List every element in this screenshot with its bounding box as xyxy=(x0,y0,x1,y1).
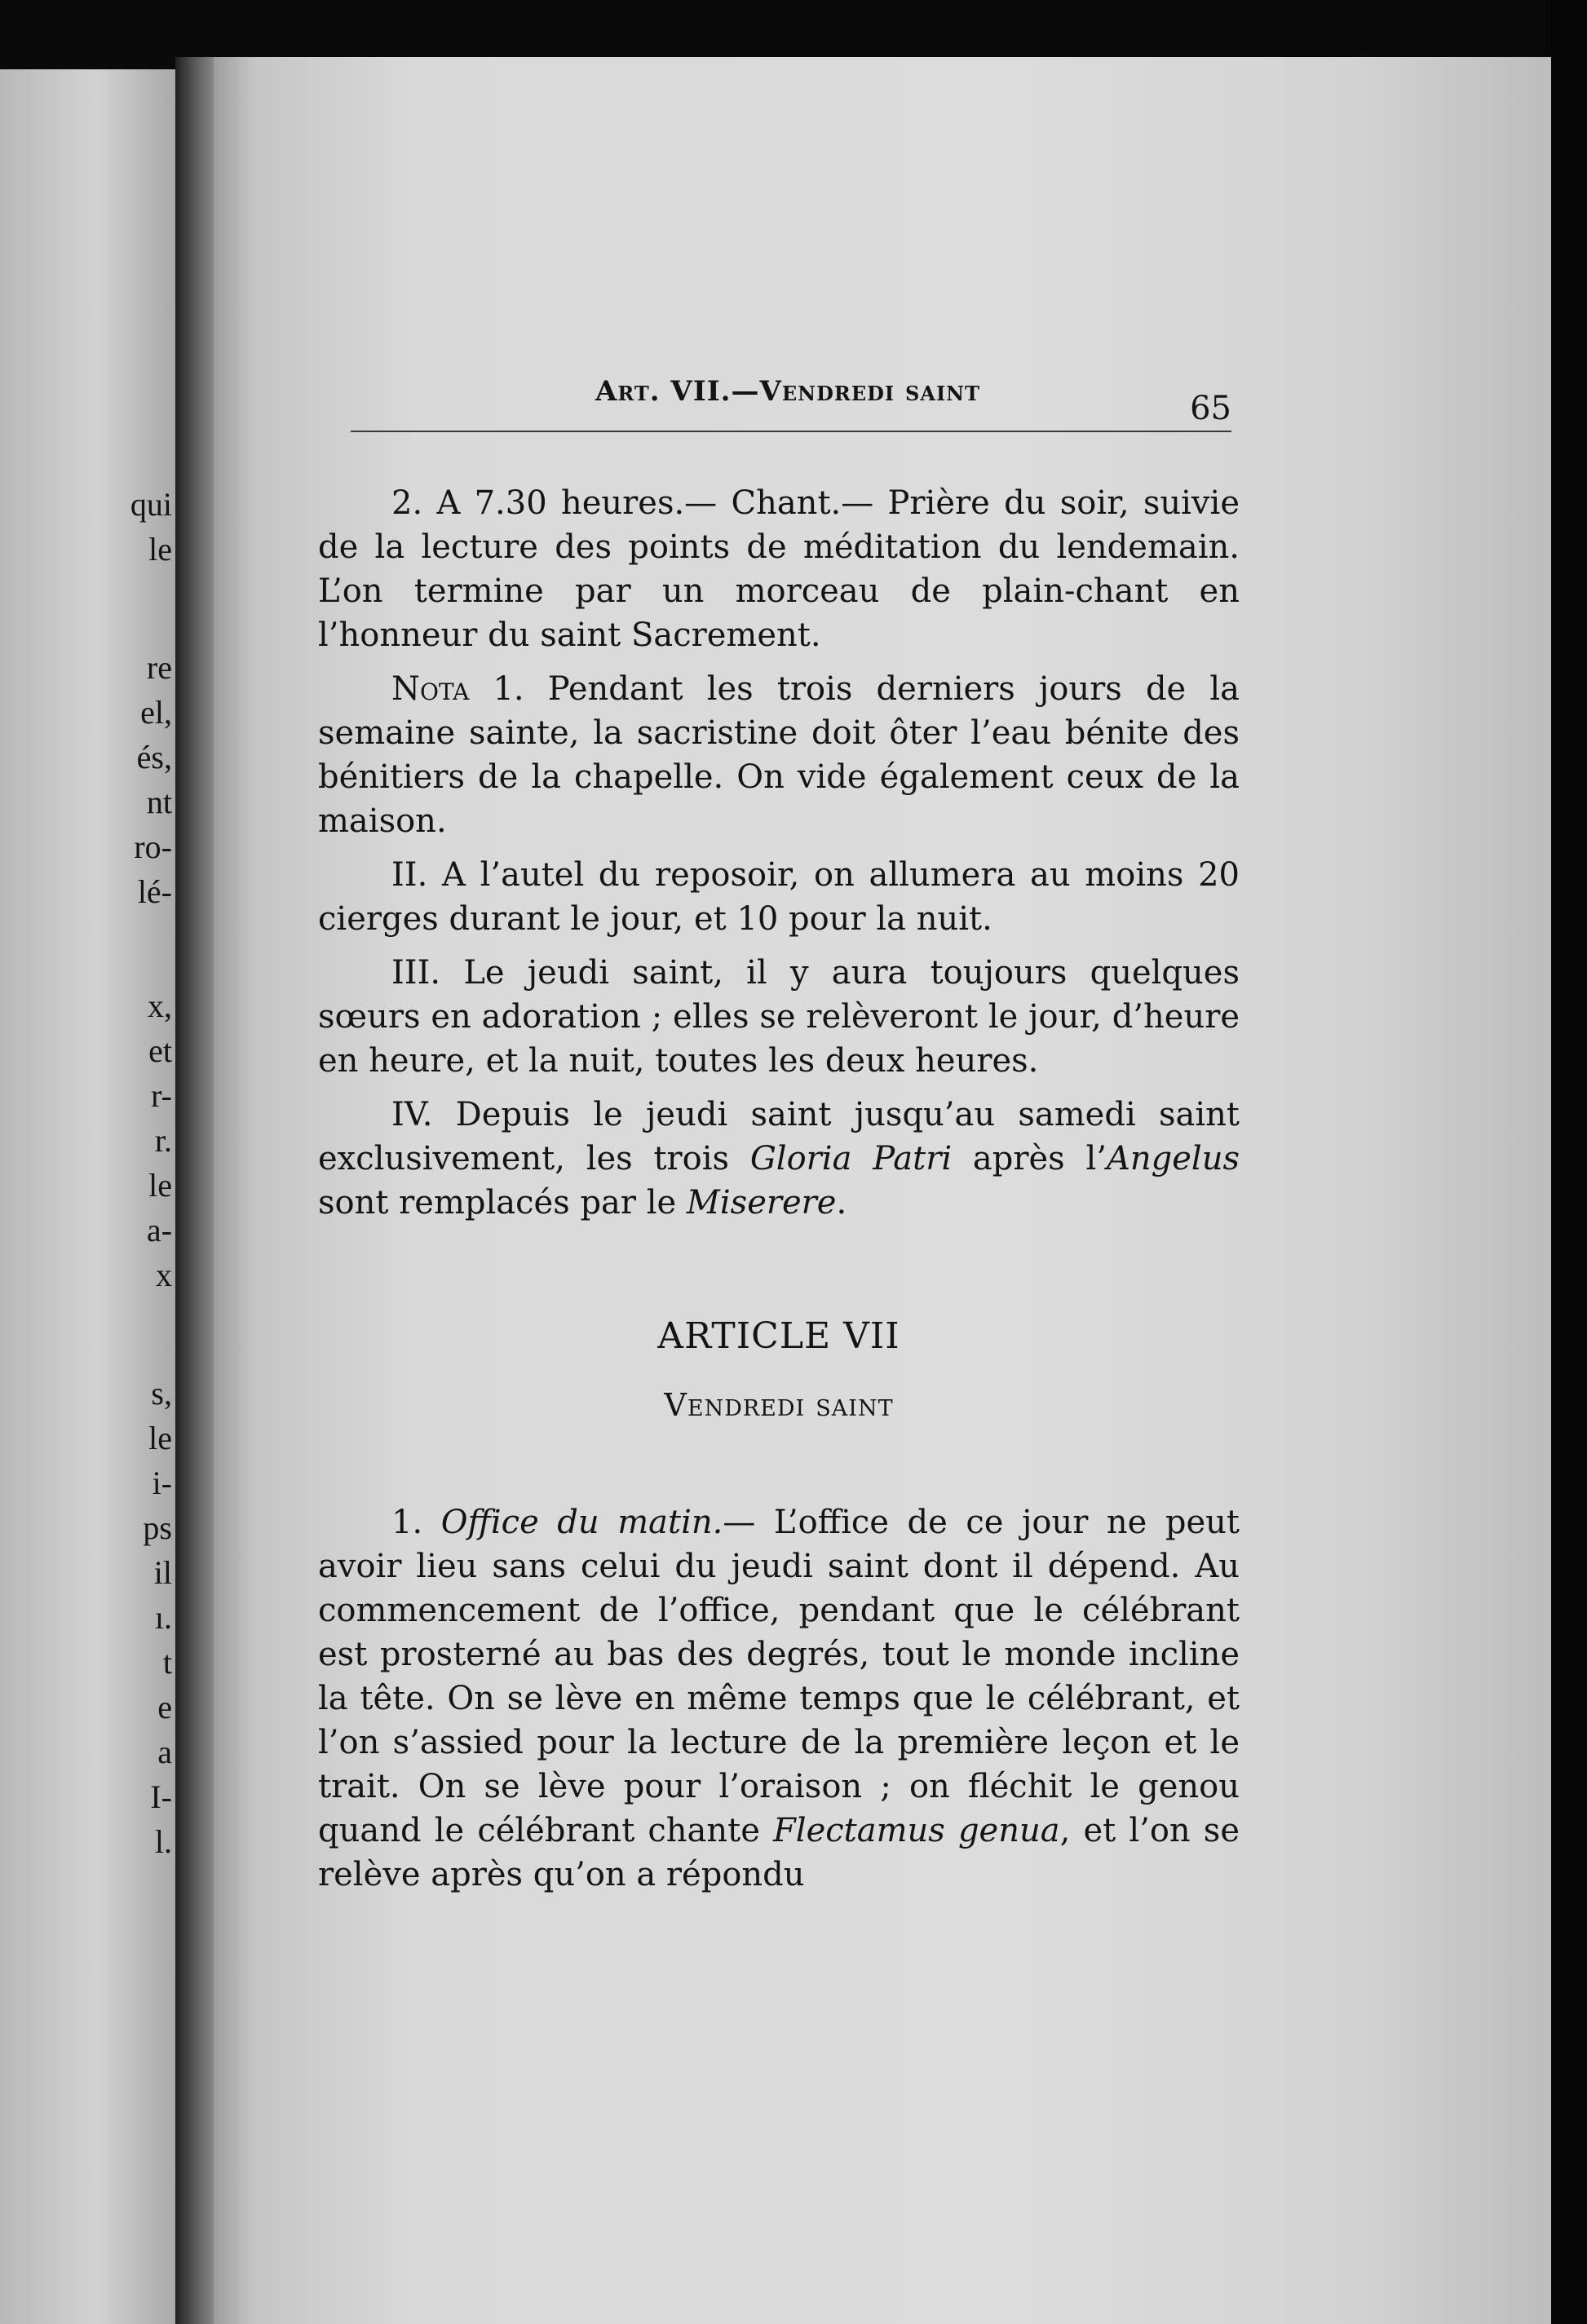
facing-line: a- xyxy=(146,1212,172,1248)
facing-line: ro- xyxy=(134,828,172,865)
facing-line: le xyxy=(148,1420,172,1456)
flectamus-genua: Flectamus genua xyxy=(773,1812,1060,1849)
facing-line: t xyxy=(162,1644,172,1681)
facing-line: s, xyxy=(151,1375,172,1412)
facing-line: qui xyxy=(130,486,172,523)
nota-4-text-c: sont remplacés par le xyxy=(318,1184,687,1222)
facing-line: re xyxy=(146,649,172,686)
gloria-patri: Gloria Patri xyxy=(749,1140,953,1177)
facing-line: ı. xyxy=(154,1599,172,1636)
page-number: 65 xyxy=(1190,390,1231,427)
facing-line: e xyxy=(157,1689,172,1725)
facing-line: l. xyxy=(154,1823,172,1860)
facing-line: és, xyxy=(136,739,172,775)
facing-line: le xyxy=(148,531,172,568)
nota-4-text-a: IV. Depuis le jeudi saint jusqu’au samedi saint exclusivement, les trois xyxy=(318,1096,1240,1177)
office-text-b: , et l’on se relève après qu’on a répondu xyxy=(318,1812,1240,1893)
facing-line: el, xyxy=(140,694,172,731)
office-text-a: — L’office de ce jour ne peut avoir lieu sans celui du jeudi saint dont il dépend. Au commencement de l’office, pendant que le célébrant est prosterné au bas des degrés, tout le monde incline la tête. On se lève en même temps que le célébrant, et l’on s’assied pour la lecture de la première leçon et le trait. On se lève pour l’oraison ; on fléchit le genou quand le célébrant chante xyxy=(318,1504,1240,1849)
section-heading: ARTICLE VII xyxy=(657,1315,900,1357)
facing-page-fragment xyxy=(0,69,175,2324)
facing-line: I- xyxy=(150,1778,172,1815)
facing-line: r- xyxy=(151,1077,172,1114)
scanner-top-band xyxy=(0,0,1587,57)
facing-line: nt xyxy=(146,784,172,820)
facing-line: lé- xyxy=(137,873,172,910)
facing-line: i- xyxy=(152,1465,172,1501)
office-title: Office du matin. xyxy=(440,1504,723,1541)
paragraph-nota-3: III. Le jeudi saint, il y aura toujours quelques sœurs en adoration ; elles se relèveront le jour, d’heure en heure, et la nuit, toutes les deux heures. xyxy=(318,954,1240,1080)
facing-line: il xyxy=(153,1554,172,1591)
scanner-right-edge xyxy=(1551,0,1587,2324)
paragraph-office-du-matin xyxy=(318,1500,1240,1897)
angelus: Angelus xyxy=(1106,1140,1240,1177)
book-gutter xyxy=(175,57,216,2324)
body-text xyxy=(318,481,1240,1906)
miserere: Miserere xyxy=(686,1184,837,1222)
paragraph-nota-1 xyxy=(318,667,1240,843)
section-subheading: Vendredi saint xyxy=(664,1387,894,1423)
facing-line: a xyxy=(157,1734,172,1770)
nota-label: Nota xyxy=(391,670,470,708)
facing-line: r. xyxy=(154,1122,172,1159)
facing-line: le xyxy=(148,1167,172,1204)
running-head-title: Art. VII.—Vendredi saint xyxy=(595,375,980,408)
running-head xyxy=(318,367,1240,432)
facing-line: ps xyxy=(143,1509,172,1546)
header-rule xyxy=(351,431,1231,432)
nota-1-text: 1. Pendant les trois derniers jours de la semaine sainte, la sacristine doit ôter l’eau bénite des bénitiers de la chapelle. On vide également ceux de la maison. xyxy=(318,670,1240,840)
paragraph-nota-2: II. A l’autel du reposoir, on allumera au moins 20 cierges durant le jour, et 10 pour la nuit. xyxy=(318,856,1240,938)
facing-line: et xyxy=(148,1032,172,1069)
office-number: 1. xyxy=(391,1504,441,1541)
nota-4-text-b: après l’ xyxy=(952,1140,1107,1177)
facing-line: x, xyxy=(148,987,172,1024)
paragraph-nota-4 xyxy=(318,1093,1240,1225)
nota-4-text-d: . xyxy=(836,1184,847,1222)
facing-line: x xyxy=(156,1257,172,1293)
paragraph-evening-prayer: 2. A 7.30 heures.— Chant.— Prière du soir, suivie de la lecture des points de méditation du lendemain. L’on termine par un morceau de plain-chant en l’honneur du saint Sacrement. xyxy=(318,484,1240,654)
